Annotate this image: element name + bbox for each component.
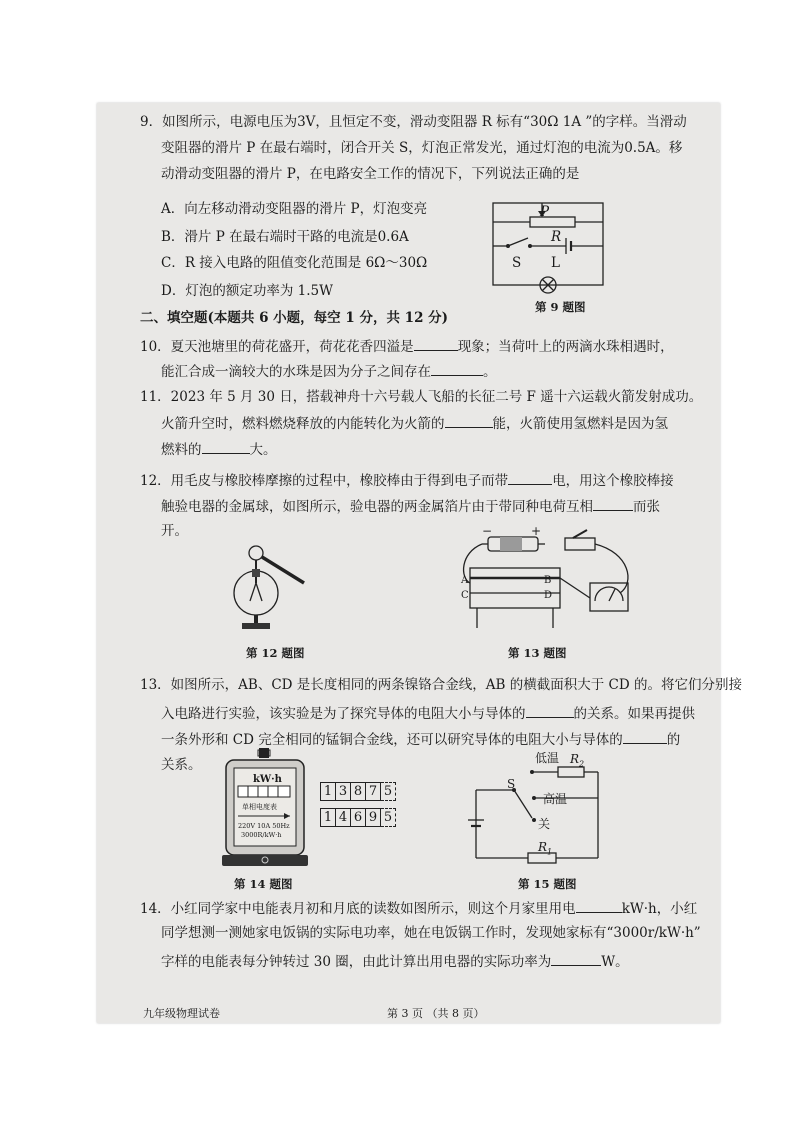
q14-caption: 第 14 题图 (234, 877, 293, 891)
q15-r2-letter: R (570, 752, 580, 766)
q13-label-c: C (461, 590, 469, 601)
meter-spec-2: 3000R/kW·h (241, 831, 282, 839)
q14-text-a: 14．小红同学家中电能表月初和月底的读数如图所示，则这个月家里用电 (140, 901, 576, 917)
meter-spec-1: 220V 10A 50Hz (238, 822, 290, 830)
q14-line2: 同学想测一测她家电饭锅的实际电功率，她在电饭锅工作时，发现她家标有“3000r/kW·h” (161, 925, 701, 941)
footer-page-number: 第 3 页 （共 8 页） (387, 1007, 485, 1020)
reading2-digit: 9 (366, 808, 381, 827)
q9-label-l: L (551, 255, 560, 271)
q15-label-high: 高温 (543, 792, 568, 806)
q13-blank-2[interactable] (623, 729, 667, 744)
q13-label-b: B (544, 575, 552, 586)
q11-text-d: 大。 (249, 442, 277, 458)
meter-unit-label: kW·h (253, 774, 282, 785)
q13-text-b: 的关系。如果再提供 (573, 706, 695, 722)
q13-line2 (161, 703, 695, 723)
q14-text-b: kW·h，小红 (621, 901, 698, 917)
q15-label-off: 关 (538, 817, 551, 831)
q9-line3: 动滑动变阻器的滑片 P，在电路安全工作的情况下，下列说法正确的是 (161, 166, 580, 182)
section2-heading: 二、填空题(本题共 6 小题，每空 1 分，共 12 分) (140, 310, 449, 326)
reading2-decimal-digit: 5 (381, 808, 396, 827)
q15-r1-sub: 1 (547, 847, 553, 857)
q14-line1 (140, 898, 697, 918)
q14-text-d: W。 (601, 954, 629, 970)
electroscope-figure (228, 543, 308, 638)
q9-option-a: A．向左移动滑动变阻器的滑片 P，灯泡变亮 (161, 201, 428, 217)
reading1-decimal-digit: 5 (381, 782, 396, 801)
q14-line3 (161, 951, 629, 971)
q10-blank-2[interactable] (431, 361, 483, 376)
reading2-digit: 4 (336, 808, 351, 827)
q14-blank-1[interactable] (576, 898, 622, 913)
q13-caption: 第 13 题图 (508, 646, 567, 660)
q15-label-r2 (570, 750, 584, 773)
q15-label-s: S (507, 777, 516, 791)
q10-text-c: 能汇合成一滴较大的水珠是因为分子之间存在 (161, 364, 431, 380)
q15-label-low: 低温 (535, 751, 560, 765)
resistance-experiment-figure (455, 523, 655, 638)
reading2-digit: 6 (351, 808, 366, 827)
q15-label-r1 (538, 838, 552, 861)
reading1-digit: 8 (351, 782, 366, 801)
q11-blank-1[interactable] (445, 413, 493, 428)
q13-text-a: 入电路进行实验，该实验是为了探究导体的电阻大小与导体的 (161, 706, 526, 722)
q12-line2 (161, 496, 660, 516)
q10-text-a: 10．夏天池塘里的荷花盛开，荷花花香四溢是 (140, 339, 414, 355)
q12-line3: 开。 (161, 523, 188, 539)
q13-label-d: D (544, 590, 553, 601)
meter-reading-start (320, 782, 396, 801)
q12-text-d: 而张 (633, 499, 660, 515)
q9-caption: 第 9 题图 (535, 300, 586, 314)
q12-text-a: 12．用毛皮与橡胶棒摩擦的过程中，橡胶棒由于得到电子而带 (140, 473, 509, 489)
q11-line1: 11．2023 年 5 月 30 日，搭载神舟十六号载人飞船的长征二号 F 遥十六运载火箭发射成功。 (140, 389, 703, 405)
q9-line2: 变阻器的滑片 P 在最右端时，闭合开关 S，灯泡正常发光，通过灯泡的电流为0.5A。移 (161, 140, 683, 156)
q9-circuit-diagram (490, 200, 620, 295)
q12-blank-2[interactable] (593, 496, 633, 511)
q13-text-d: 的 (666, 732, 681, 748)
q12-text-b: 电，用这个橡胶棒接 (552, 473, 674, 489)
q13-line3 (161, 729, 680, 749)
q15-caption: 第 15 题图 (518, 877, 577, 891)
q9-line1: 9．如图所示，电源电压为3V，且恒定不变，滑动变阻器 R 标有“30Ω 1A ”的字样。当滑动 (140, 114, 687, 130)
meter-name: 单相电度表 (242, 803, 277, 811)
reading1-digit: 1 (320, 782, 336, 801)
q13-plus: + (531, 524, 542, 538)
q15-r1-letter: R (538, 840, 548, 854)
q15-r2-sub: 2 (579, 759, 585, 769)
q12-text-c: 触验电器的金属球，如图所示，验电器的两金属箔片由于带同种电荷互相 (161, 499, 593, 515)
q9-label-p: P (540, 204, 550, 220)
q13-text-c: 一条外形和 CD 完全相同的锰铜合金线，还可以研究导体的电阻大小与导体的 (161, 732, 623, 748)
reading2-digit: 1 (320, 808, 336, 827)
q12-line1 (140, 470, 674, 490)
footer-subject: 九年级物理试卷 (143, 1007, 220, 1020)
meter-reading-end (320, 808, 396, 827)
q11-text-a: 火箭升空时，燃料燃烧释放的内能转化为火箭的 (161, 416, 445, 432)
q11-text-c: 燃料的 (161, 442, 202, 458)
q12-caption: 第 12 题图 (246, 646, 305, 660)
reading1-digit: 7 (366, 782, 381, 801)
q13-blank-1[interactable] (526, 703, 574, 718)
q9-option-c: C．R 接入电路的阻值变化范围是 6Ω～30Ω (161, 255, 428, 271)
q10-text-b: 现象；当荷叶上的两滴水珠相遇时， (457, 339, 674, 355)
q11-text-b: 能，火箭使用氢燃料是因为氢 (492, 416, 668, 432)
q13-label-a: A (461, 575, 469, 586)
q10-line1 (140, 336, 674, 356)
q11-line3 (161, 439, 277, 459)
q9-label-s: S (512, 255, 522, 271)
q14-text-c: 字样的电能表每分钟转过 30 圈，由此计算出用电器的实际功率为 (161, 954, 552, 970)
q14-blank-2[interactable] (551, 951, 601, 966)
q13-minus: − (482, 524, 493, 538)
q13-line4: 关系。 (161, 757, 202, 773)
q9-option-d: D．灯泡的额定功率为 1.5W (161, 283, 333, 299)
reading1-digit: 3 (336, 782, 351, 801)
q10-blank-1[interactable] (414, 336, 458, 351)
q13-line1: 13．如图所示，AB、CD 是长度相同的两条镍铬合金线，AB 的横截面积大于 CD 的。将它们分别接 (140, 677, 742, 693)
q11-blank-2[interactable] (202, 439, 250, 454)
q12-blank-1[interactable] (508, 470, 552, 485)
q9-option-b: B．滑片 P 在最右端时干路的电流是0.6A (161, 229, 409, 245)
q10-text-d: 。 (483, 364, 497, 380)
q9-label-r: R (551, 229, 562, 245)
q10-line2 (161, 361, 497, 381)
q11-line2 (161, 413, 668, 433)
